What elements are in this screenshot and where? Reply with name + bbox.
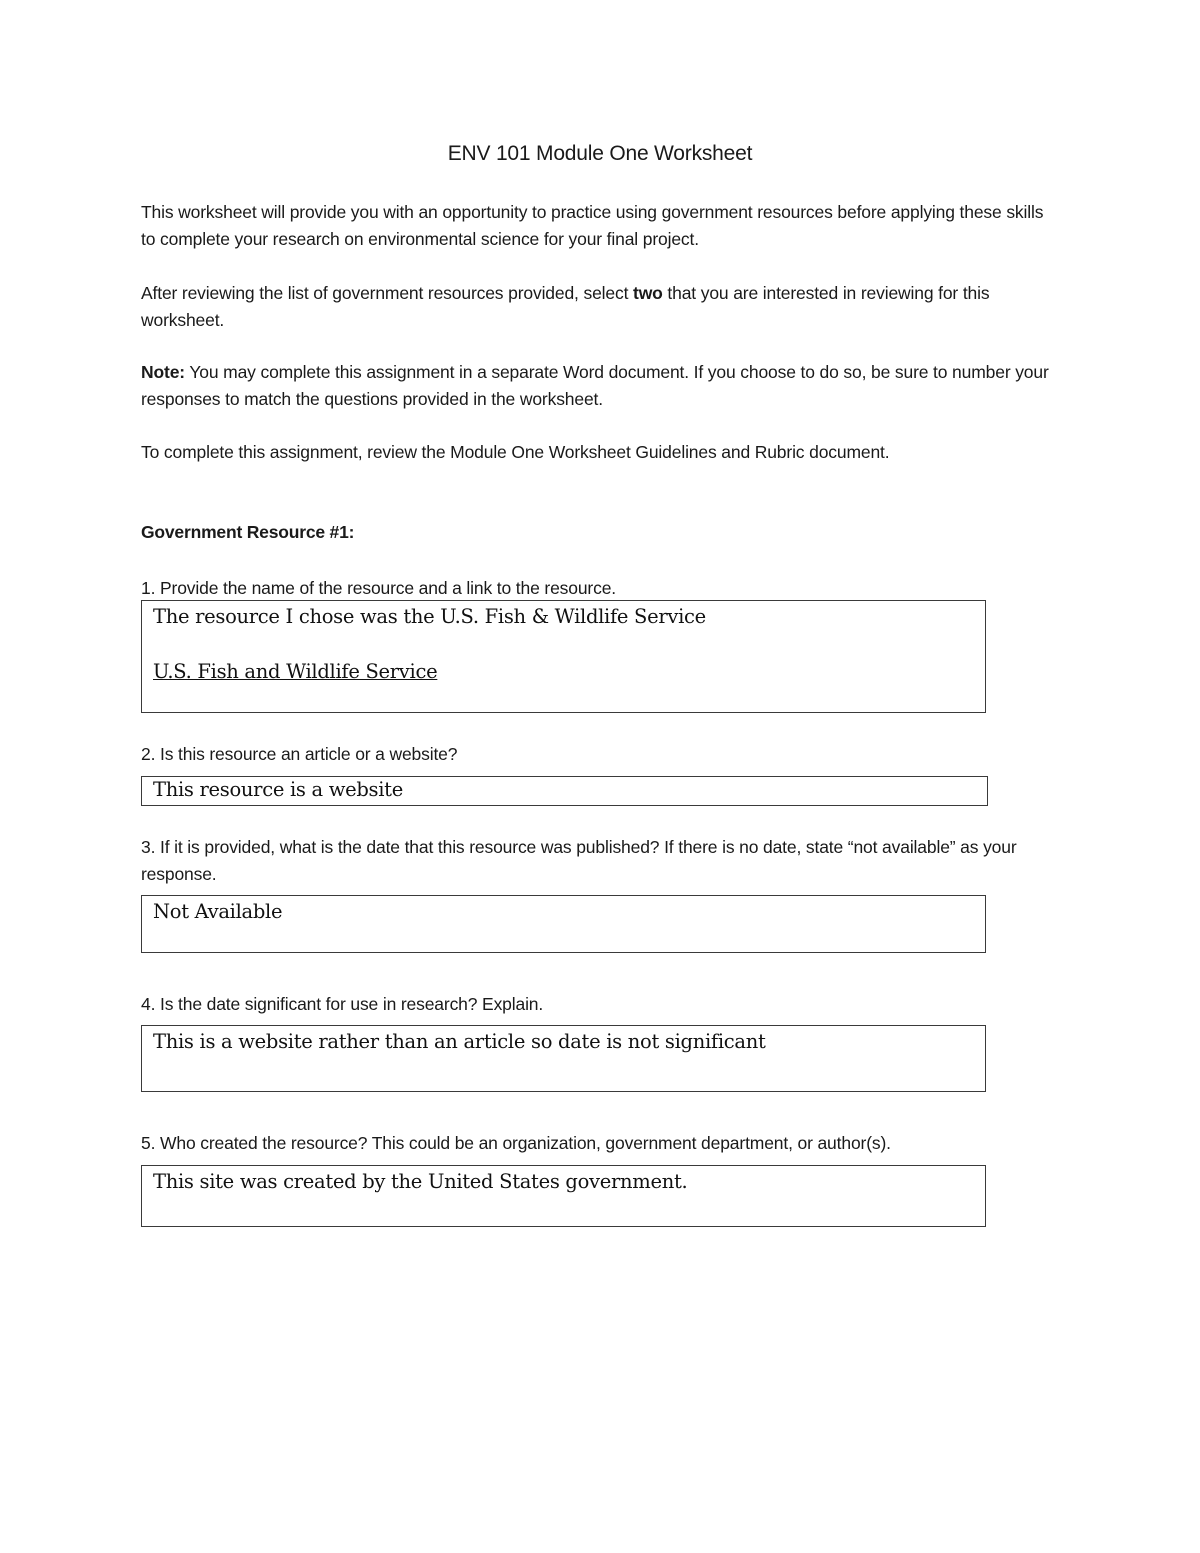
- resource-1-heading: Government Resource #1:: [141, 522, 355, 542]
- answer-4-box[interactable]: [141, 1025, 986, 1092]
- guidelines-paragraph: To complete this assignment, review the Module One Worksheet Guidelines and Rubric document.: [141, 442, 890, 462]
- note-text: You may complete this assignment in a separate Word document. If you choose to do so, be sure to number your responses to match the questions provided in the worksheet.: [141, 362, 1049, 409]
- answer-1-text: The resource I chose was the U.S. Fish & Wildlife Service: [153, 605, 706, 628]
- instruction-text-end: that you are interested in reviewing for this worksheet.: [141, 283, 990, 330]
- answer-3-box[interactable]: [141, 895, 986, 953]
- question-3: 3. If it is provided, what is the date that this resource was published? If there is no date, state “not available” as your response.: [141, 837, 1017, 884]
- question-5: 5. Who created the resource? This could be an organization, government department, or author(s).: [141, 1133, 891, 1153]
- answer-1-link[interactable]: U.S. Fish and Wildlife Service: [153, 660, 438, 683]
- answer-5-text: This site was created by the United States government.: [153, 1170, 688, 1193]
- page-title: ENV 101 Module One Worksheet: [447, 142, 753, 165]
- answer-4-text: This is a website rather than an article so date is not significant: [153, 1030, 766, 1053]
- note-paragraph: [141, 359, 1061, 412]
- answer-5-box[interactable]: [141, 1165, 986, 1227]
- answer-3-text: Not Available: [153, 900, 283, 923]
- question-1: 1. Provide the name of the resource and a link to the resource.: [141, 578, 616, 598]
- answer-2-box[interactable]: [141, 776, 988, 806]
- answer-1-box[interactable]: [141, 600, 986, 713]
- instruction-text-start: After reviewing the list of government resources provided, select: [141, 283, 634, 303]
- intro-paragraph: This worksheet will provide you with an opportunity to practice using government resources before applying these skills to complete your research on environmental science for your final project.: [141, 202, 1044, 249]
- note-label: Note:: [141, 362, 185, 382]
- instruction-emphasis: two: [633, 283, 663, 303]
- answer-2-text: This resource is a website: [153, 778, 403, 801]
- question-4: 4. Is the date significant for use in research? Explain.: [141, 994, 544, 1014]
- instruction-paragraph: [141, 280, 1061, 333]
- question-2: 2. Is this resource an article or a website?: [141, 744, 458, 764]
